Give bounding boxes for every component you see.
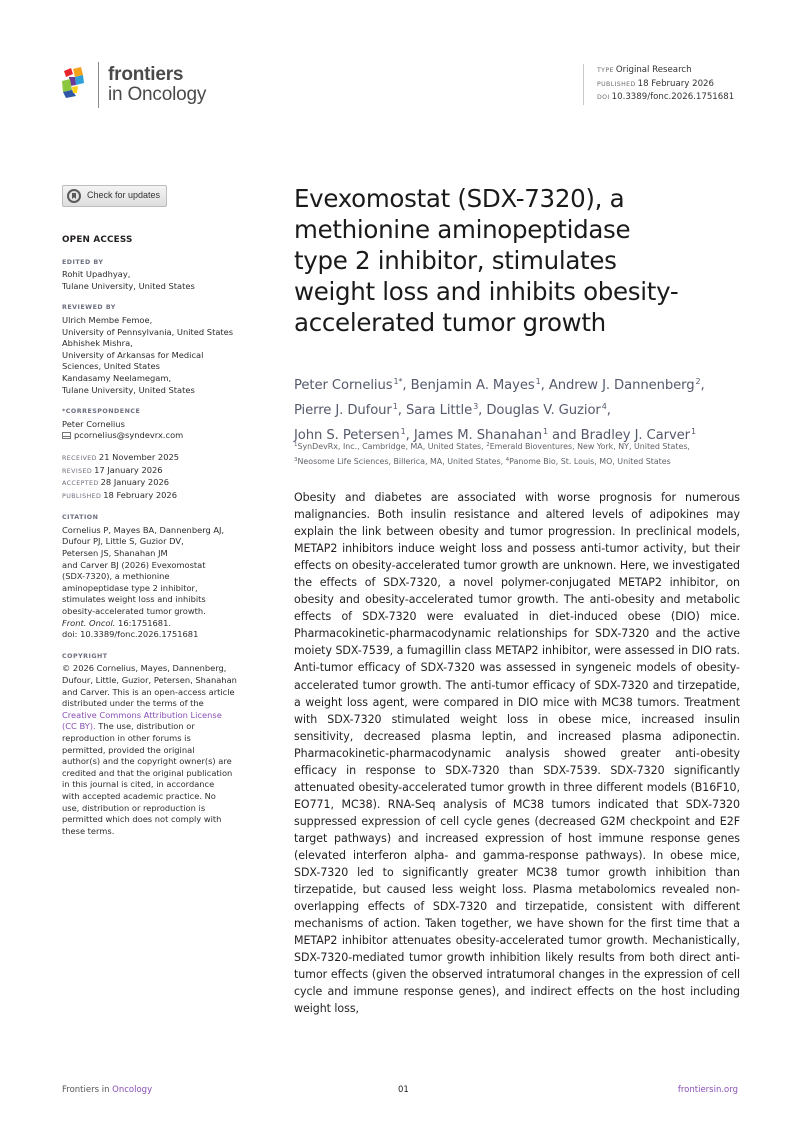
correspondent-name: Peter Cornelius <box>62 418 125 429</box>
author[interactable]: Bradley J. Carver <box>580 428 690 443</box>
author[interactable]: Peter Cornelius <box>294 378 393 393</box>
date-received: RECEIVED 21 November 2025 <box>62 451 180 462</box>
dates-section <box>62 452 247 502</box>
footer-site-link[interactable]: frontiersin.org <box>677 1085 738 1095</box>
article-sidebar <box>62 185 247 837</box>
crossmark-icon <box>67 189 81 203</box>
journal-name: in Oncology <box>108 84 207 105</box>
check-for-updates-button[interactable]: Check for updates <box>62 185 167 207</box>
author[interactable]: Pierre J. Dufour <box>294 403 392 418</box>
date-accepted: ACCEPTED 28 January 2026 <box>62 477 170 488</box>
correspondence-section: *CORRESPONDENCE Peter Cornelius pcornelius@syndevrx.com <box>62 406 247 442</box>
author[interactable]: Benjamin A. Mayes <box>410 378 535 393</box>
author[interactable]: James M. Shanahan <box>413 428 542 443</box>
reviewed-by-section: REVIEWED BY Ulrich Membe Femoe, University of Pennsylvania, United States Abhishek Mishra, University of Arkansas for Medical Sciences, United States Kandasamy Neelamegam, Tulane University, United States <box>62 304 234 395</box>
cc-by-link[interactable]: (CC BY). <box>62 721 96 732</box>
author[interactable]: Douglas V. Guzior <box>486 403 601 418</box>
citation-section: CITATION Cornelius P, Mayes BA, Dannenberg AJ, Dufour PJ, Little S, Guzior DV, Petersen JS, Shanahan JM and Carver BJ (2026) Evexomostat (SDX-7320), a methionine aminopeptidase type 2 inhibitor, stimulates weight loss and inhibits obesity-accelerated tumor growth. Front. Oncol. 16:1751681. doi: 10.3389/fonc.2026.1751681 <box>62 512 247 641</box>
cc-license-link[interactable]: Creative Commons Attribution License <box>62 709 222 720</box>
journal-logo[interactable] <box>60 62 206 108</box>
edited-by-section: EDITED BY Rohit Upadhyay, Tulane University, United States <box>62 258 195 291</box>
frontiers-logo-icon <box>60 65 88 105</box>
article-type: TYPE Original Research <box>597 65 692 75</box>
date-published: PUBLISHED 18 February 2026 <box>62 489 177 500</box>
affiliations: $^1$SynDevRx, Inc., Cambridge, MA, United States, $^2$Emerald Bioventures, New York, NY, United States, $^3$Neosome Life Sciences, Billerica, MA, United States, $^4$Panome Bio, St. Louis, MO, United States <box>294 442 690 466</box>
logo-divider <box>98 62 99 108</box>
footer-journal[interactable]: Frontiers in Oncology <box>62 1085 153 1095</box>
brand-name: frontiers <box>108 64 184 86</box>
page-number: 01 <box>398 1085 409 1095</box>
mail-icon <box>62 432 71 439</box>
article-title: Evexomostat (SDX-7320), a methionine aminopeptidase type 2 inhibitor, stimulates weight loss and inhibits obesity- accelerated tumor growth <box>294 184 679 337</box>
open-access-label: OPEN ACCESS <box>62 235 133 245</box>
author[interactable]: John S. Petersen <box>294 428 400 443</box>
page-footer <box>62 1085 738 1095</box>
published-date: PUBLISHED 18 February 2026 <box>597 78 714 89</box>
author[interactable]: Andrew J. Dannenberg <box>548 378 695 393</box>
article-meta <box>583 64 734 105</box>
abstract-text: Obesity and diabetes are associated with worse prognosis for numerous malignancies. Both insulin resistance and altered levels of adipokines may explain the link between obesity and tumor progression. In preclinical models, METAP2 inhibitors induce weight loss and possess anti-tumor activity, but their effects on obesity-accelerated tumor growth are unknown. Here, we investigated the effects of SDX-7320, a novel polymer-conjugated METAP2 inhibitor, on obesity and obesity-accelerated tumor growth. The anti-obesity and metabolic effects of SDX-7320 were evaluated in diet-induced obese (DIO) mice. Pharmacokinetic-pharmacodynamic relationships for SDX-7320 and the active moiety SDX-7539, a fumagillin class METAP2 inhibitor, were assessed in DIO rats. Anti-tumor efficacy of SDX-7320 was assessed in syngeneic models of obesity-accelerated tumor growth. The anti-tumor efficacy of SDX-7320 and tirzepatide, a weight loss agent, were compared in DIO mice with MC38 tumors. Treatment with SDX-7320 stimulated weight loss in obese mice, increased insulin sensitivity, decreased plasma leptin, and increased plasma adiponectin. Pharmacokinetic-pharmacodynamic analysis showed greater anti-obesity efficacy in response to SDX-7320 than SDX-7539. SDX-7320 significantly attenuated obesity-accelerated tumor growth in three different models (B16F10, EO771, MC38). RNA-Seq analysis of MC38 tumors indicated that SDX-7320 suppressed expression of cell cycle genes (decreased G2M checkpoint and E2F target pathways) and increased expression of host immune response genes (elevated interferon alpha- and gamma-response pathways). In obese mice, SDX-7320 led to significantly greater MC38 tumor growth inhibition than tirzepatide, but caused less weight loss. Plasma metabolomics revealed non-overlapping effects of SDX-7320 and tirzepatide, consistent with different mechanisms of action. Taken together, we have shown for the first time that a METAP2 inhibitor attenuates obesity-accelerated tumor growth. Mechanistically, SDX-7320-mediated tumor growth inhibition likely results from both direct anti-tumor effects (given the observed intratumoral changes in the expression of cell cycle and immune response genes), and indirect effects on the host including weight loss, <box>294 491 740 1016</box>
author[interactable]: Sara Little <box>405 403 473 418</box>
article-doi: DOI 10.3389/fonc.2026.1751681 <box>597 92 735 102</box>
author-list: Peter Cornelius$^{1*}$, Benjamin A. Mayes$^1$, Andrew J. Dannenberg$^2$, Pierre J. Dufour$^1$, Sara Little$^3$, Douglas V. Guzior$^4$, John S. Petersen$^1$, James M. Shanahan$^1$ and Bradley J. Carver$^1$ <box>294 377 705 443</box>
correspondent-email[interactable]: pcornelius@syndevrx.com <box>62 430 247 442</box>
date-revised: REVISED 17 January 2026 <box>62 464 163 475</box>
copyright-section: COPYRIGHT © 2026 Cornelius, Mayes, Dannenberg, Dufour, Little, Guzior, Petersen, Shanahan and Carver. This is an open-access article distributed under the terms of the Creative Commons Attribution License (CC BY). The use, distribution or reproduction in other forums is permitted, provided the original author(s) and the copyright owner(s) are credited and that the original publication in this journal is cited, in accordance with accepted academic practice. No use, distribution or reproduction is permitted which does not comply with these terms. <box>62 651 247 838</box>
citation-doi[interactable]: doi: 10.3389/fonc.2026.1751681 <box>62 629 199 640</box>
